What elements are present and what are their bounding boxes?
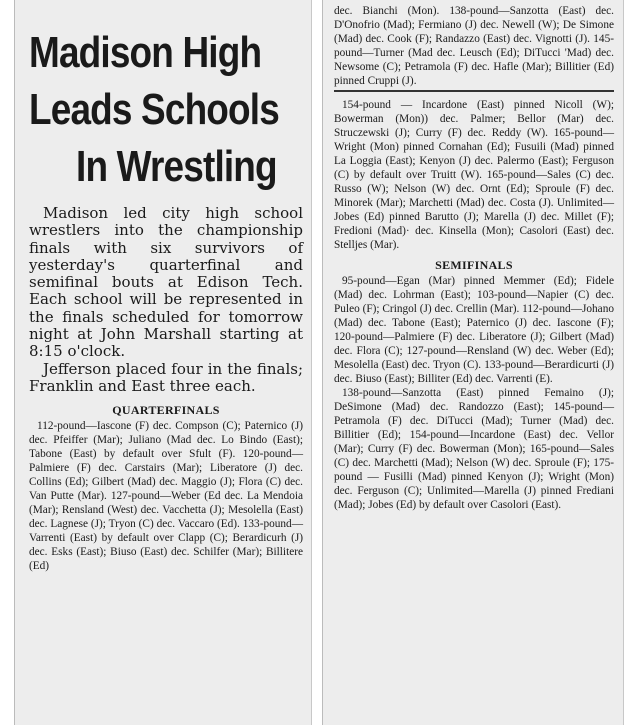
semifinals-results-1: 95-pound—Egan (Mar) pinned Memmer (Ed); Fidele (Mad) dec. Lohrman (East); 103-pound—Napier (C) dec. Puleo (F); Cringol (J) dec. Crellin (Mar). 112-pound—Johano (Mad) dec. Tabone (East); Paternico (J) dec. Iascone (F); 120-pound—Palmiere (F) dec. Liberatore (J); Gilbert (Mad) dec. Flora (C); 127-pound—Rensland (W) dec. Weber (Ed); Mesolella (East) dec. Tryon (C). 133-pound—Berardicurti (J) dec. Biuso (East); Billiter (Ed) dec. Varrenti (E). <box>334 275 614 385</box>
headline <box>29 24 306 195</box>
quarterfinals-results-left: 112-pound—Iascone (F) dec. Compson (C); Paternico (J) dec. Pfeiffer (Mar); Juliano (Mad dec. Lo Bindo (East); Tabone (East) by default over Sfult (F). 120-pound—Palmiere (F) dec. Carstairs (Mar); Liberatore (J) dec. Collins (Ed); Gilbert (Mad) dec. Maggio (J); Flora (C) dec. Van Putte (Mar). 127-pound—Weber (Ed dec. La Mendoia (Mar); Rensland (West) dec. Vacchetta (J); Mesolella (East) dec. Lagnese (J); Tryon (C) dec. Vaccaro (Ed). 133-pound—Varrenti (East) by default over Clapp (C); Berardicurh (J) dec. Esks (East); Biuso (East) dec. Schilfer (Mar); Billitere (Ed) <box>29 420 303 573</box>
quarterfinals-results-heavy: 154-pound — Incardone (East) pinned Nicoll (W); Bowerman (Mon)) dec. Palmer; Bellor (Mar) dec. Struczewski (J); Curry (F) dec. Reddy (W). 165-pound—Wright (Mon) pinned Cornahan (Ed); Fusuili (Mad) pinned La Loggia (East); Kenyon (J) dec. Palermo (East); Ferguson (C) by default over Truitt (W). 165-pound—Sales (C) dec. Russo (W); Nelson (W) dec. Ornt (Ed); Sproule (F) dec. Minorek (Mar); Marchetti (Mad) dec. Costa (J). Unlimited—Jobes (Ed) pinned Barutto (J); Marella (J) dec. Millet (F); Fredioni (Mad)· dec. Kinsella (Mon); Casolori (East) dec. Stelljes (Mar). <box>334 99 614 251</box>
lead-paragraph-1: Madison led city high school wrestlers into the championship finals with six survivors of yesterday's quarterfinal and semifinal bouts at Edison Tech. Each school will be represented in the finals scheduled for tomorrow night at John Marshall starting at 8:15 o'clock. <box>29 204 303 361</box>
quarterfinals-results-continued: dec. Bianchi (Mon). 138-pound—Sanzotta (East) dec. D'Onofrio (Mad); Fermiano (J) dec. Newell (W); De Simone (Mad) dec. Cook (F); Randazzo (East) dec. Vignotti (J). 145-pound—Turner (Mad dec. Leusch (Ed); DiTucci 'Mad) dec. Newsome (C); Petramola (F) dec. Hafle (Mar); Billitier (Ed) pinned Cruppi (J). <box>334 5 614 87</box>
left-column <box>14 0 312 725</box>
headline-line-3: In Wrestling <box>76 142 277 191</box>
quarterfinals-heading: QUARTERFINALS <box>112 403 220 418</box>
divider <box>334 90 614 92</box>
right-column <box>322 0 624 725</box>
semifinals-results-2: 138-pound—Sanzotta (East) pinned Femaino (J); DeSimone (Mad) dec. Randozzo (East); 145-pound—Petramola (F) dec. DiTucci (Mad); Turner (Mad) dec. Billitier (Ed); 154-pound—Incardone (East) dec. Vellor (Mar); Curry (F) dec. Bowerman (Mon); 165-pound—Sales (C) dec. Marchetti (Mad); Nelson (W) dec. Sproule (F); 175-pound — Fusilli (Mad) pinned Kenyon (J); Wright (Mon) dec. Ferguson (C); Unlimited—Marella (J) pinned Frediani (Mad); Jobes (Ed) by default over Casolori (East). <box>334 387 614 511</box>
headline-line-1: Madison High <box>29 28 262 77</box>
lead-paragraph-2: Jefferson placed four in the finals; Franklin and East three each. <box>29 359 303 395</box>
headline-line-2: Leads Schools <box>29 85 279 134</box>
semifinals-heading: SEMIFINALS <box>435 258 513 272</box>
